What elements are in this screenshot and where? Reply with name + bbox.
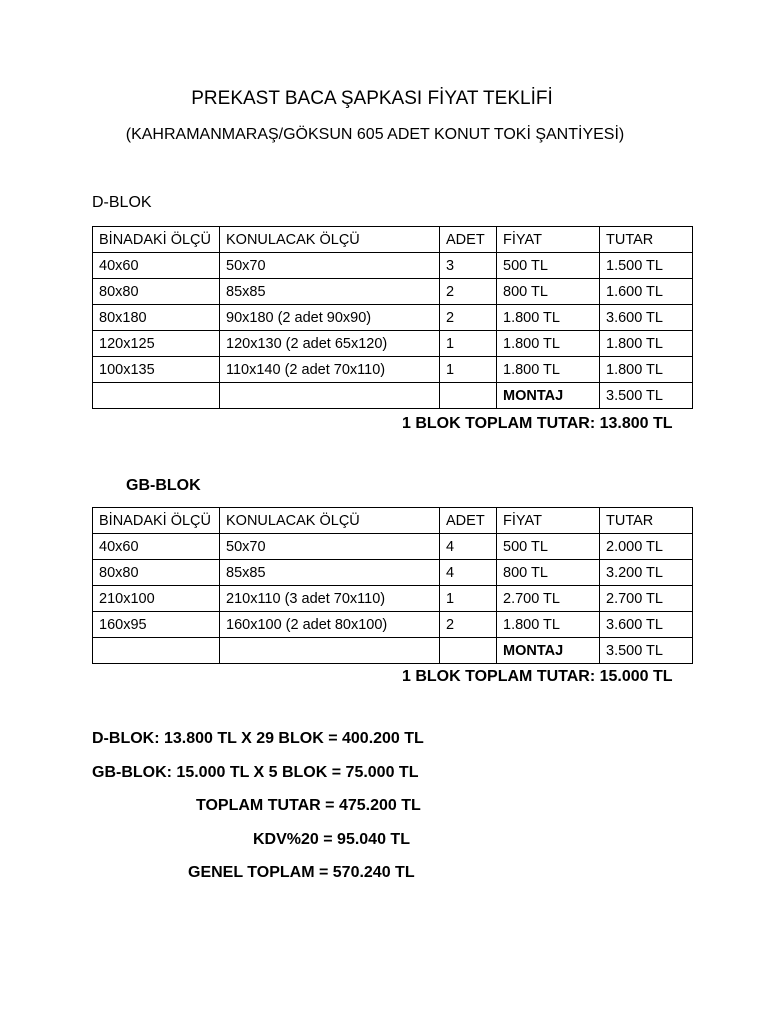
header-cell: BİNADAKİ ÖLÇÜ (93, 227, 220, 253)
d-blok-total: 1 BLOK TOPLAM TUTAR: 13.800 TL (402, 415, 673, 432)
page-title: PREKAST BACA ŞAPKASI FİYAT TEKLİFİ (191, 88, 553, 109)
header-cell: FİYAT (497, 227, 600, 253)
gb-blok-heading: GB-BLOK (126, 477, 201, 494)
montaj-label: MONTAJ (497, 383, 600, 409)
table-cell: 2 (440, 305, 497, 331)
montaj-value: 3.500 TL (600, 383, 693, 409)
table-cell: 4 (440, 560, 497, 586)
table-row (93, 560, 693, 586)
table-cell: 1 (440, 331, 497, 357)
table-cell: 1.800 TL (497, 331, 600, 357)
table-cell: 1 (440, 357, 497, 383)
table-cell: 210x100 (93, 586, 220, 612)
summary-kdv: KDV%20 = 95.040 TL (253, 831, 410, 848)
table-row (93, 253, 693, 279)
montaj-value: 3.500 TL (600, 638, 693, 664)
table-cell-empty (220, 638, 440, 664)
table-cell: 100x135 (93, 357, 220, 383)
table-cell: 90x180 (2 adet 90x90) (220, 305, 440, 331)
table-row (93, 586, 693, 612)
table-cell: 80x180 (93, 305, 220, 331)
table-cell: 4 (440, 534, 497, 560)
table-header-row (93, 227, 693, 253)
gb-blok-table (92, 507, 693, 664)
table-cell: 50x70 (220, 253, 440, 279)
summary-toplam: TOPLAM TUTAR = 475.200 TL (196, 797, 421, 814)
table-cell: 80x80 (93, 279, 220, 305)
table-cell: 1.800 TL (600, 331, 693, 357)
table-cell: 85x85 (220, 560, 440, 586)
table-cell: 160x100 (2 adet 80x100) (220, 612, 440, 638)
table-cell: 40x60 (93, 253, 220, 279)
montaj-label: MONTAJ (497, 638, 600, 664)
header-cell: ADET (440, 227, 497, 253)
header-cell: KONULACAK ÖLÇÜ (220, 227, 440, 253)
table-cell-empty (93, 638, 220, 664)
table-cell: 1.800 TL (600, 357, 693, 383)
header-cell: FİYAT (497, 508, 600, 534)
table-header-row (93, 508, 693, 534)
table-cell-empty (220, 383, 440, 409)
table-cell: 85x85 (220, 279, 440, 305)
header-cell: TUTAR (600, 508, 693, 534)
table-row (93, 331, 693, 357)
summary-gb-blok: GB-BLOK: 15.000 TL X 5 BLOK = 75.000 TL (92, 764, 419, 781)
table-cell: 120x130 (2 adet 65x120) (220, 331, 440, 357)
table-cell: 120x125 (93, 331, 220, 357)
table-cell: 2.000 TL (600, 534, 693, 560)
table-row (93, 305, 693, 331)
table-cell: 3.600 TL (600, 612, 693, 638)
table-cell: 3.600 TL (600, 305, 693, 331)
montaj-row (93, 383, 693, 409)
table-cell: 2 (440, 612, 497, 638)
page-subtitle: (KAHRAMANMARAŞ/GÖKSUN 605 ADET KONUT TOKİ ŞANTİYESİ) (125, 126, 625, 143)
d-blok-heading: D-BLOK (92, 194, 152, 211)
d-blok-table (92, 226, 693, 409)
table-cell-empty (93, 383, 220, 409)
table-row (93, 279, 693, 305)
table-cell: 110x140 (2 adet 70x110) (220, 357, 440, 383)
header-cell: TUTAR (600, 227, 693, 253)
table-cell: 80x80 (93, 560, 220, 586)
table-cell: 2 (440, 279, 497, 305)
table-cell: 500 TL (497, 253, 600, 279)
table-cell: 160x95 (93, 612, 220, 638)
table-cell: 3.200 TL (600, 560, 693, 586)
table-row (93, 357, 693, 383)
table-cell: 40x60 (93, 534, 220, 560)
table-cell-empty (440, 638, 497, 664)
header-cell: KONULACAK ÖLÇÜ (220, 508, 440, 534)
gb-blok-total: 1 BLOK TOPLAM TUTAR: 15.000 TL (402, 668, 673, 685)
table-cell: 2.700 TL (497, 586, 600, 612)
table-cell: 1.800 TL (497, 305, 600, 331)
table-cell: 2.700 TL (600, 586, 693, 612)
table-cell: 50x70 (220, 534, 440, 560)
table-cell: 1.800 TL (497, 357, 600, 383)
table-cell: 500 TL (497, 534, 600, 560)
summary-genel-toplam: GENEL TOPLAM = 570.240 TL (188, 864, 415, 881)
header-cell: BİNADAKİ ÖLÇÜ (93, 508, 220, 534)
table-cell: 1.600 TL (600, 279, 693, 305)
header-cell: ADET (440, 508, 497, 534)
table-cell: 210x110 (3 adet 70x110) (220, 586, 440, 612)
table-cell: 800 TL (497, 279, 600, 305)
table-row (93, 534, 693, 560)
montaj-row (93, 638, 693, 664)
table-cell: 1 (440, 586, 497, 612)
summary-d-blok: D-BLOK: 13.800 TL X 29 BLOK = 400.200 TL (92, 730, 424, 747)
table-cell: 1.800 TL (497, 612, 600, 638)
table-row (93, 612, 693, 638)
table-cell: 1.500 TL (600, 253, 693, 279)
table-cell: 800 TL (497, 560, 600, 586)
table-cell-empty (440, 383, 497, 409)
table-cell: 3 (440, 253, 497, 279)
